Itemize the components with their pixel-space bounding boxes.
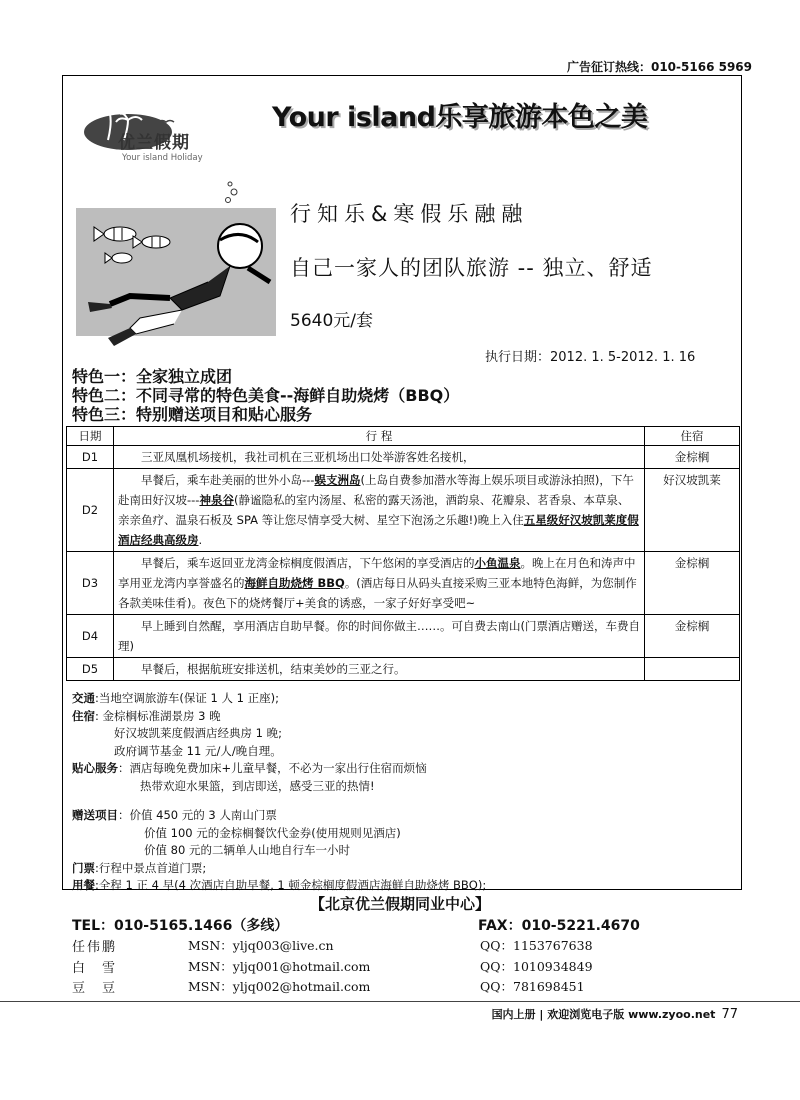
contact-center-title: 【北京优兰假期同业中心】 [309,895,490,913]
table-row [67,615,740,658]
contact-fax: FAX：010-5221.4670 [478,918,640,934]
note-meals: 用餐:全程 1 正 4 早(4 次酒店自助早餐, 1 顿金棕榈度假酒店海鲜自助烧烤 BBQ); [72,878,487,892]
contact-name: 白 雪 [72,961,118,976]
feature-3: 特色三：特别赠送项目和贴心服务 [72,405,313,424]
row-day: D4 [67,615,114,658]
contact-name: 任伟鹏 [72,940,118,955]
contact-qq: QQ：781698451 [480,979,585,994]
row-hotel: 好汉坡凯莱 [645,469,740,552]
table-row [67,469,740,552]
table-row [67,552,740,615]
logo-chinese-name: 优兰假期 [118,133,190,153]
row-day: D1 [67,446,114,469]
product-price: 5640元/套 [290,311,373,331]
contact-tel: TEL：010-5165.1466（多线） [72,918,289,934]
contact-qq: QQ：1153767638 [480,938,593,953]
page-footer [492,1006,738,1022]
row-hotel: 金棕榈 [645,615,740,658]
note-lodging-line: 好汉坡凯莱度假酒店经典房 1 晚; [114,726,283,740]
row-description: 早餐后，根据航班安排送机，结束美妙的三亚之行。 [114,658,645,681]
row-description: 早餐后，乘车赴美丽的世外小岛---蜈支洲岛(上岛自费参加潜水等海上娱乐项目或游泳拍照)，下午赴南田好汉坡---神泉谷(静谧隐私的室内汤屋、私密的露天汤池，酒韵泉、花瓣泉、茗香泉、本草泉、亲亲鱼疗、温泉石板及 SPA 等让您尽情享受大树、星空下泡汤之乐趣!)晚上入住五星级好汉坡凯莱度假酒店经典高级房. [114,469,645,552]
diver-illustration-icon [70,178,280,348]
note-lodging: 住宿: 金棕榈标准湖景房 3 晚 [72,708,221,723]
row-hotel [645,658,740,681]
table-row [67,446,740,469]
row-day: D2 [67,469,114,552]
row-description: 三亚凤凰机场接机，我社司机在三亚机场出口处举游客姓名接机， [114,446,645,469]
contact-msn: MSN：yljq002@hotmail.com [188,979,371,994]
itinerary-table [66,426,740,681]
page-number: 77 [721,1007,738,1022]
note-gift-line: 价值 100 元的金棕榈餐饮代金券(使用规则见酒店) [144,825,401,840]
note-gift: 赠送项目：价值 450 元的 3 人南山门票 [72,808,277,822]
note-service-line: 热带欢迎水果篮，到店即送，感受三亚的热情! [140,778,375,793]
contact-msn: MSN：yljq001@hotmail.com [188,959,371,974]
row-day: D3 [67,552,114,615]
execution-dates: 执行日期：2012. 1. 5-2012. 1. 16 [485,350,696,365]
header-date: 日期 [67,427,114,446]
row-hotel: 金棕榈 [645,446,740,469]
notes-section [72,690,486,895]
row-description: 早餐后，乘车返回亚龙湾金棕榈度假酒店，下午悠闲的享受酒店的小鱼温泉。晚上在月色和涛声中享用亚龙湾内享誉盛名的海鲜自助烧烤 BBQ。(酒店每日从码头直接采购三亚本地特色海鲜，为您制作各款美味佳肴)。夜色下的烧烤餐厅+美食的诱惑，一家子好好享受吧~ [114,552,645,615]
note-service: 贴心服务：酒店每晚免费加床+儿童早餐，不必为一家出行住宿而烦恼 [72,761,427,775]
table-row [67,658,740,681]
note-tickets: 门票:行程中景点首道门票; [72,860,207,875]
contact-name: 豆 豆 [72,981,118,996]
header-schedule: 行 程 [114,427,645,446]
footer-text: 国内上册 | 欢迎浏览电子版 www.zyoo.net [491,1008,716,1021]
ad-headline: Your island乐享旅游本色之美 [272,102,648,133]
table-header-row [67,427,740,446]
note-transport: 交通:当地空调旅游车(保证 1 人 1 正座); [72,691,279,705]
contact-msn: MSN：yljq003@live.cn [188,938,334,953]
ad-hotline: 广告征订热线：010-5166 5969 [566,60,752,74]
row-hotel: 金棕榈 [645,552,740,615]
product-tagline: 自己一家人的团队旅游 -- 独立、舒适 [290,256,653,280]
contact-qq: QQ：1010934849 [480,959,593,974]
feature-2: 特色二：不同寻常的特色美食--海鲜自助烧烤（BBQ） [72,386,460,405]
footer-divider [0,1001,800,1002]
logo-english-name: Your island Holiday [122,153,203,163]
feature-1: 特色一：全家独立成团 [72,367,233,386]
row-day: D5 [67,658,114,681]
product-subtitle: 行知乐&寒假乐融融 [290,202,529,226]
row-description: 早上睡到自然醒，享用酒店自助早餐。你的时间你做主……。可自费去南山(门票酒店赠送，车费自理) [114,615,645,658]
note-gift-line: 价值 80 元的二辆单人山地自行车一小时 [144,843,350,857]
header-lodging: 住宿 [645,427,740,446]
note-lodging-line: 政府调节基金 11 元/人/晚自理。 [114,743,282,758]
